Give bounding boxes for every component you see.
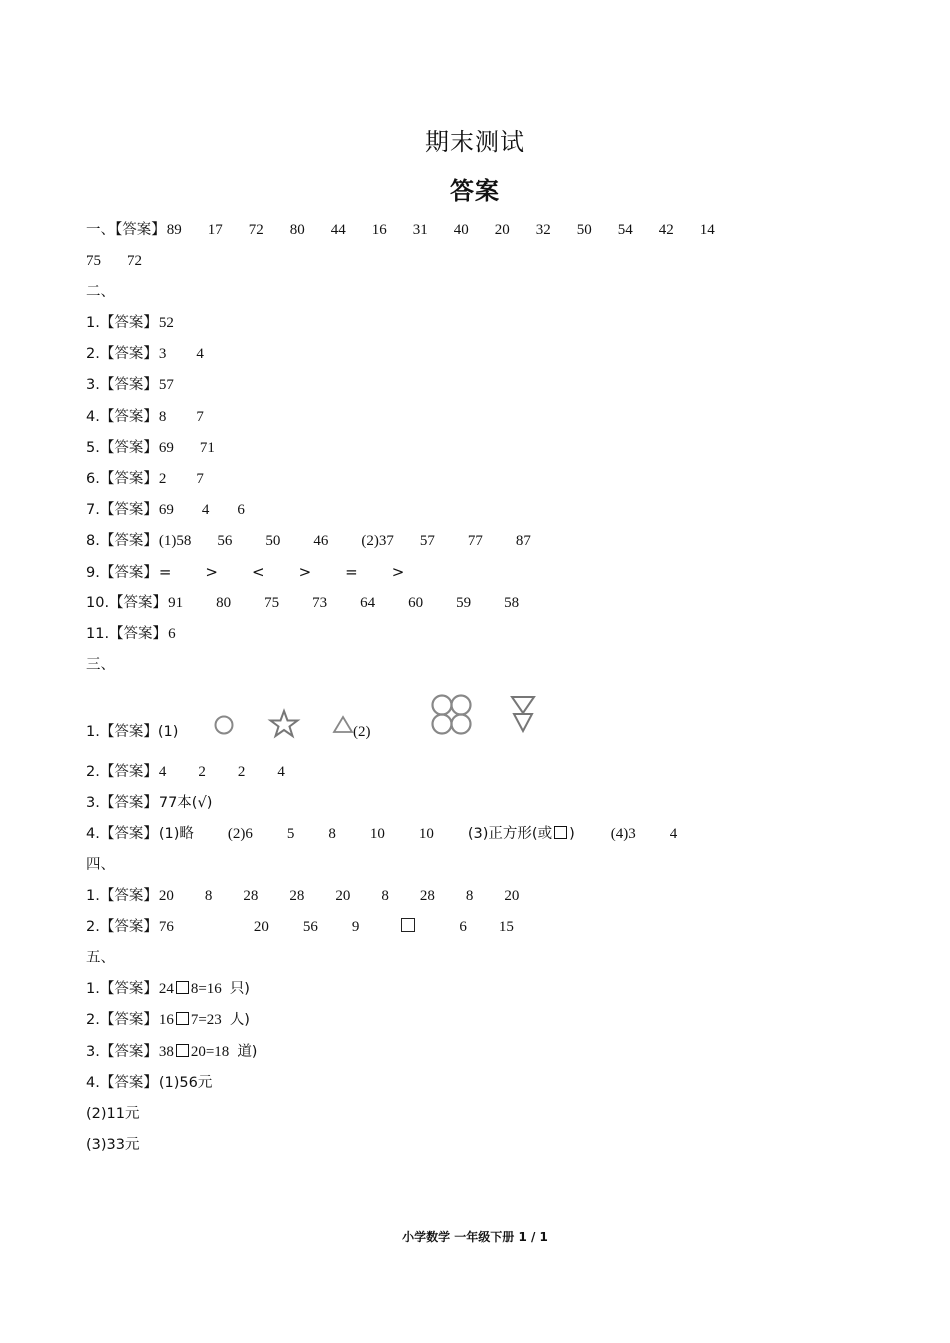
answer-label: 6.【答案】 [86,471,158,487]
answer-values [217,529,361,553]
square-icon [176,1044,189,1057]
answer-2-3 [86,373,200,397]
answer-5-3 [86,1040,257,1064]
answer-4-2 [86,915,546,939]
section5-heading [86,946,116,970]
answer-value: 8 [158,409,167,425]
answer-value: 20 [504,888,520,904]
answer-label: 5.【答案】 [86,440,158,456]
answer-value: 4 [277,764,285,780]
answer-text: 77本(√) [158,795,213,811]
answer-value: 28 [419,888,435,904]
circle-icon [216,717,233,734]
answer-result: 20=18 [190,1044,230,1060]
answer-values [159,405,234,429]
answer-value: 46 [313,533,329,549]
answer-3-2 [86,760,317,784]
answer-label: 10.【答案】 [86,595,168,611]
answer-value: 20 [158,888,174,904]
answer-values [168,591,552,615]
answer-values [159,311,200,335]
answer-value: 31 [412,222,428,238]
answer-operand: 16 [158,1012,174,1028]
answer-value: 28 [289,888,305,904]
answer-values [159,884,551,908]
shape-sequence-2 [428,693,548,746]
triangle-icon [334,717,352,732]
answer-value: 80 [216,595,232,611]
section3-label: 三、 [86,657,115,673]
answer-value: 17 [207,222,223,238]
section3-heading [86,653,116,677]
answer-value: 6 [459,919,467,935]
answer-label: 7.【答案】 [86,502,158,518]
answer-label: 3.【答案】 [86,795,158,811]
answer-value: 56 [302,919,318,935]
answer-value: 59 [456,595,472,611]
answer-values [459,915,546,939]
answer-value: 69 [158,502,174,518]
answer-3-1-part2 [353,720,371,744]
answer-value: 14 [699,222,715,238]
answer-value: 6 [237,502,245,518]
answer-unit: 只) [229,981,250,997]
answer-operand: 38 [158,1044,174,1060]
answer-value: 57 [419,533,435,549]
answer-2-10 [86,591,552,615]
answer-text: (3)33元 [86,1137,140,1153]
answer-value: 42 [658,222,674,238]
answer-value: 28 [243,888,259,904]
answer-symbol: = [158,563,172,581]
answer-2-4 [86,405,234,429]
answer-value: 4 [196,346,204,362]
square-icon [176,1012,189,1025]
answer-value: 56 [217,533,233,549]
answer-symbol: < [252,563,265,581]
answer-label: 2.【答案】 [86,1012,158,1028]
answer-value: 64 [360,595,376,611]
answer-label: 3.【答案】 [86,1044,158,1060]
star-icon [271,711,298,736]
answer-3-4 [86,822,703,846]
answer-value: 80 [289,222,305,238]
answer-values [159,467,234,491]
answer-result: 8=16 [190,981,222,997]
answer-5-4-part2 [86,1102,140,1126]
answer-values [254,915,394,939]
answer-value: 75 [86,253,101,269]
answer-4-1 [86,884,550,908]
answer-value: 10 [418,826,434,842]
answer-part-2: (2)6 [227,826,253,842]
answer-label: 4.【答案】 [86,826,158,842]
answer-value: 8 [204,888,213,904]
answer-value: 58 [504,595,520,611]
answer-5-1 [86,977,250,1001]
answer-value: 60 [408,595,424,611]
answer-label: 1.【答案】 [86,888,158,904]
answer-2-5 [86,436,241,460]
answer-value: 2 [158,471,167,487]
answer-value: 8 [381,888,389,904]
answer-value: 4 [201,502,210,518]
answer-value: 76 [158,919,174,935]
answer-value: 20 [253,919,269,935]
answer-value: 73 [312,595,328,611]
answer-values [420,529,564,553]
section1-values [167,218,741,242]
page-subtitle: 答案 [450,177,500,205]
answer-value: 91 [168,595,184,611]
answer-3-3 [86,791,212,815]
answer-value: 4 [158,764,167,780]
answer-value: 54 [617,222,633,238]
square-icon [176,981,189,994]
answer-value: 7 [196,471,204,487]
answer-value: 71 [199,440,215,456]
answer-label: 1.【答案】(1) [86,724,179,740]
answer-value: 52 [158,315,174,331]
answer-label: 3.【答案】 [86,377,158,393]
answer-values [159,498,273,522]
answer-value: 32 [535,222,551,238]
answer-label: 4.【答案】 [86,1075,158,1091]
answer-part-2: (2)37 [361,533,394,549]
answer-value: 50 [576,222,592,238]
answer-value: 9 [351,919,360,935]
section1-row1 [86,218,741,242]
answer-symbol: = [345,563,358,581]
answer-label: 2.【答案】 [86,346,158,362]
answer-2-2 [86,342,234,366]
answer-2-11 [86,622,202,646]
answer-5-4 [86,1071,212,1095]
answer-2-9 [86,560,438,584]
answer-value: 6 [168,626,176,642]
answer-values [159,760,317,784]
answer-values [670,822,704,846]
answer-2-1 [86,311,200,335]
section2-heading [86,280,116,304]
page-title: 期末测试 [425,128,525,156]
circle-icon [452,715,471,734]
answer-label: 9.【答案】 [86,565,158,581]
answer-value: 5 [286,826,295,842]
answer-values [168,622,202,646]
answer-value: 10 [369,826,385,842]
answer-5-4-part3 [86,1133,140,1157]
answer-part-3: (3)正方形(或 [467,826,553,842]
section1-values-cont [86,249,168,273]
answer-symbol: > [205,563,218,581]
answer-value: 72 [248,222,264,238]
answer-symbols [159,560,438,585]
answer-value: 75 [264,595,280,611]
answer-5-2 [86,1008,250,1032]
answer-value: 16 [371,222,387,238]
answer-part-1: (1)略 [158,826,194,842]
answer-value: 77 [467,533,483,549]
circle-icon [452,696,471,715]
section1-label: 一、【答案】 [86,222,166,238]
answer-label: 1.【答案】 [86,981,158,997]
answer-value: 72 [127,253,142,269]
answer-value: 4 [669,826,678,842]
answer-2-7 [86,498,273,522]
answer-label: 8.【答案】 [86,533,158,549]
answer-value: 69 [158,440,174,456]
square-icon [401,918,415,932]
section1-row2 [86,249,168,273]
answer-value: 7 [196,409,204,425]
answer-values [287,822,468,846]
section5-label: 五、 [86,950,115,966]
answer-part-1: (1)58 [158,533,192,549]
answer-values [159,373,200,397]
answer-symbol: > [298,563,312,581]
answer-value: 87 [515,533,531,549]
answer-value: 8 [328,826,336,842]
answer-value: 50 [265,533,281,549]
answer-label: 2.【答案】 [86,919,158,935]
section4-label: 四、 [86,857,115,873]
answer-value: 20 [335,888,351,904]
triangle-down-icon [514,714,532,731]
answer-operand: 24 [158,981,174,997]
answer-value: 40 [453,222,469,238]
answer-2-8 [86,529,564,553]
answer-values [159,436,241,460]
answer-text: (1)56元 [158,1075,213,1091]
answer-symbol: > [391,563,405,581]
answer-text: (2)11元 [86,1106,140,1122]
answer-unit: 道) [237,1044,258,1060]
section4-heading [86,853,116,877]
answer-value: 89 [166,222,182,238]
answer-value: 20 [494,222,510,238]
section2-label: 二、 [86,284,115,300]
answer-unit: 人) [229,1012,250,1028]
page-footer: 小学数学 一年级下册 1 / 1 [402,1230,548,1244]
answer-value: 2 [198,764,206,780]
answer-value: 57 [158,377,174,393]
circle-icon [433,696,452,715]
answer-label: 11.【答案】 [86,626,168,642]
answer-value: 3 [158,346,167,362]
answer-value: 15 [498,919,514,935]
square-icon [554,826,567,839]
answer-part-3-end: ) [569,826,575,842]
answer-result: 7=23 [190,1012,222,1028]
shape-row-2 [428,693,548,741]
answer-part-4: (4)3 [610,826,636,842]
answer-3-1 [86,720,179,744]
answer-2-6 [86,467,234,491]
answer-value: 44 [330,222,346,238]
answer-value: 8 [465,888,474,904]
answer-label: 2.【答案】 [86,764,158,780]
answer-label: 1.【答案】 [86,315,158,331]
circle-icon [433,715,452,734]
answer-label: 4.【答案】 [86,409,158,425]
answer-part-2: (2) [353,724,371,740]
triangle-down-icon [512,697,534,713]
answer-value: 2 [237,764,246,780]
answer-values [159,342,234,366]
